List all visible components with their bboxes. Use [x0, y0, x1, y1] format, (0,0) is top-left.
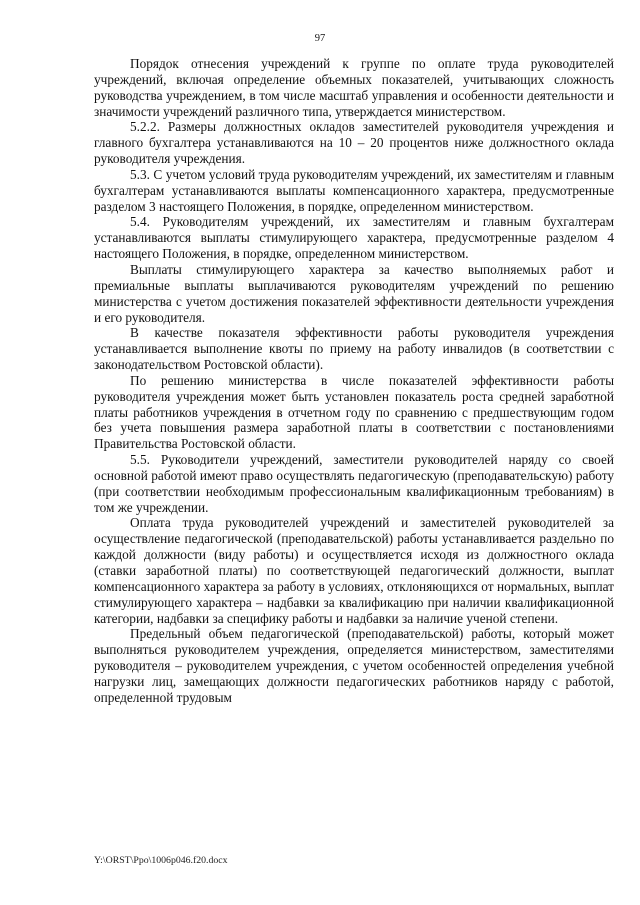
- paragraph: В качестве показателя эффективности работы руководителя учреждения устанавливается выполнение квоты по приему на работу инвалидов (в соответствии с законодательством Ростовской области).: [94, 325, 614, 373]
- paragraph: 5.2.2. Размеры должностных окладов заместителей руководителя учреждения и главного бухгалтера устанавливаются на 10 – 20 процентов ниже должностного оклада руководителя учреждения.: [94, 119, 614, 167]
- paragraph: Предельный объем педагогической (преподавательской) работы, который может выполняться руководителем учреждения, определяется министерством, заместителями руководителя – руководителем учреждения, с учетом особенностей определения учебной нагрузки лиц, замещающих должности педагогических работников наряду с работой, определенной трудовым: [94, 626, 614, 705]
- paragraph: По решению министерства в числе показателей эффективности работы руководителя учреждения может быть установлен показатель роста средней заработной платы работников учреждения в отчетном году по сравнению с предшествующим годом без учета повышения размера заработной платы в соответствии с постановлениями Правительства Ростовской области.: [94, 372, 614, 452]
- paragraph: Выплаты стимулирующего характера за качество выполняемых работ и премиальные выплаты выплачиваются руководителям учреждений по решению министерства с учетом достижения показателей эффективности деятельности учреждения и его руководителя.: [94, 261, 614, 325]
- paragraph: 5.5. Руководители учреждений, заместители руководителей наряду со своей основной работой имеют право осуществлять педагогическую (преподавательскую) работу (при соответствии необходимым профессиональным квалификационным требованиям) в том же учреждении.: [94, 452, 614, 515]
- paragraph: Порядок отнесения учреждений к группе по оплате труда руководителей учреждений, включая определение объемных показателей, учитывающих сложность руководства учреждением, в том числе масштаб управления и особенности деятельности и значимости учреждений различного типа, утверждается министерством.: [94, 56, 614, 119]
- page-number: 97: [314, 33, 326, 44]
- footer-file-path: Y:\ORST\Ppo\1006p046.f20.docx: [94, 855, 228, 866]
- body-text: [94, 56, 614, 706]
- paragraph: Оплата труда руководителей учреждений и заместителей руководителей за осуществление педагогической (преподавательской) работы устанавливается раздельно по каждой должности (виду работы) и осуществляется исходя из должностного оклада (ставки заработной платы) по соответствующей педагогический должности, выплат компенсационного характера за работу в условиях, отклоняющихся от нормальных, выплат стимулирующего характера – надбавки за квалификацию при наличии квалификационной категории, надбавки за специфику работы и надбавки за наличие ученой степени.: [94, 515, 614, 626]
- paragraph: 5.3. С учетом условий труда руководителям учреждений, их заместителям и главным бухгалтерам устанавливаются выплаты компенсационного характера, предусмотренные разделом 3 настоящего Положения, в порядке, определенном министерством.: [94, 166, 614, 214]
- paragraph: 5.4. Руководителям учреждений, их заместителям и главным бухгалтерам устанавливаются выплаты стимулирующего характера, предусмотренные разделом 4 настоящего Положения, в порядке, определенном министерством.: [94, 214, 614, 262]
